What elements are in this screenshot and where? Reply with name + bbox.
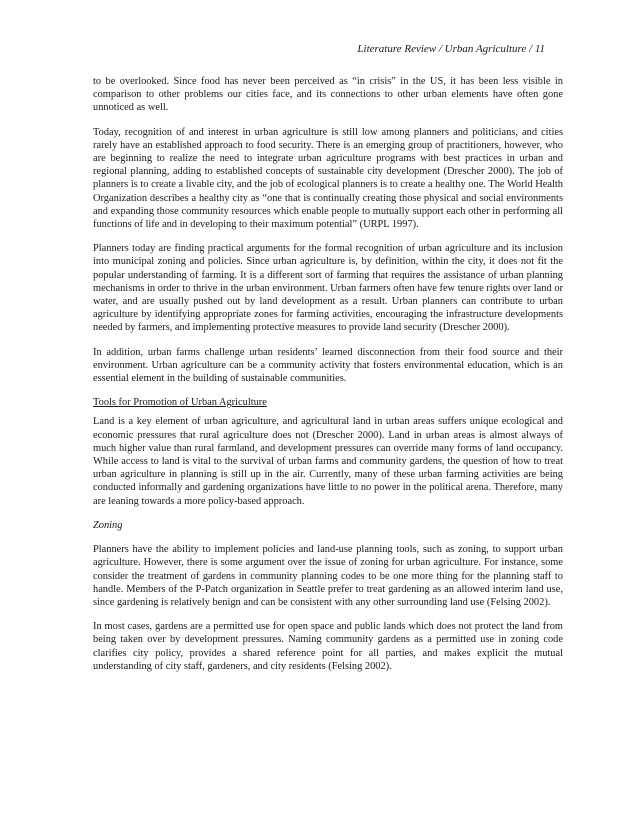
running-head: Literature Review / Urban Agriculture / 11 xyxy=(357,43,545,55)
paragraph: Planners have the ability to implement policies and land-use planning tools, such as zoning, to support urban agriculture. However, there is some argument over the issue of zoning for urban agriculture. For instance, some consider the treatment of gardens in community planning codes to be one more thing for the planning staff to handle. Members of the P-Patch organization in Seattle prefer to treat gardening as an allowed interim land use, since gardening is relatively benign and can be consistent with any other surrounding land use (Felsing 2002). xyxy=(93,544,563,608)
body-text xyxy=(93,75,563,684)
paragraph: to be overlooked. Since food has never been perceived as “in crisis” in the US, it has been less visible in comparison to other problems our cities face, and its connections to other urban elements have often gone unnoticed as well. xyxy=(93,76,563,114)
section-heading-zoning: Zoning xyxy=(93,519,123,531)
paragraph: Planners today are finding practical arguments for the formal recognition of urban agriculture and its inclusion into municipal zoning and policies. Since urban agriculture is, by definition, within the city, it does not fit the popular understanding of farming. It is a different sort of farming that requires the assistance of urban planning mechanisms in order to thrive in the urban environment. Urban farmers often have few tenure rights over land or water, and are usually pushed out by land development as a result. Urban planners can contribute to urban agriculture by identifying appropriate zones for farming activities, encouraging the infrastructure developments needed by farmers, and implementing protective measures to provide land security (Drescher 2000). xyxy=(93,243,563,334)
paragraph: Land is a key element of urban agriculture, and agricultural land in urban areas suffers unique ecological and economic pressures that rural agriculture does not (Drescher 2000). Land in urban areas is almost always of much higher value than rural farmland, and development pressures can override many forms of land occupancy. While access to land is vital to the survival of urban farms and community gardens, the question of how to treat urban agriculture in planning is still up in the air. Currently, many of these urban farming activities are being conducted informally and gardening organizations have little to no power in the political arena. Therefore, many are leaning towards a more policy-based approach. xyxy=(93,416,563,507)
paragraph: In addition, urban farms challenge urban residents’ learned disconnection from their food source and their environment. Urban agriculture can be a community activity that fosters environmental education, which is an essential element in the building of sustainable communities. xyxy=(93,346,563,385)
paragraph: In most cases, gardens are a permitted use for open space and public lands which does not protect the land from being taken over by development pressures. Naming community gardens as a permitted use in zoning code clarifies city policy, provides a shared reference point for all parties, and makes explicit the mutual understanding of city staff, gardeners, and city residents (Felsing 2002). xyxy=(93,621,563,672)
section-heading-tools: Tools for Promotion of Urban Agriculture xyxy=(93,397,267,409)
paragraph: Today, recognition of and interest in urban agriculture is still low among planners and politicians, and cities rarely have an established approach to food security. There is an emerging group of practitioners, however, who are beginning to realize the need to integrate urban agriculture programs with best practices in urban and regional planning, adding to established concepts of sustainable city development (Drescher 2000). The job of planners is to create a livable city, and the job of ecological planners is to create a healthy one. The World Health Organization describes a healthy city as “one that is continually creating those physical and social environments and expanding those community resources which enable people to mutually support each other in performing all functions of life and in developing to their maximum potential” (URPL 1997). xyxy=(93,126,563,231)
